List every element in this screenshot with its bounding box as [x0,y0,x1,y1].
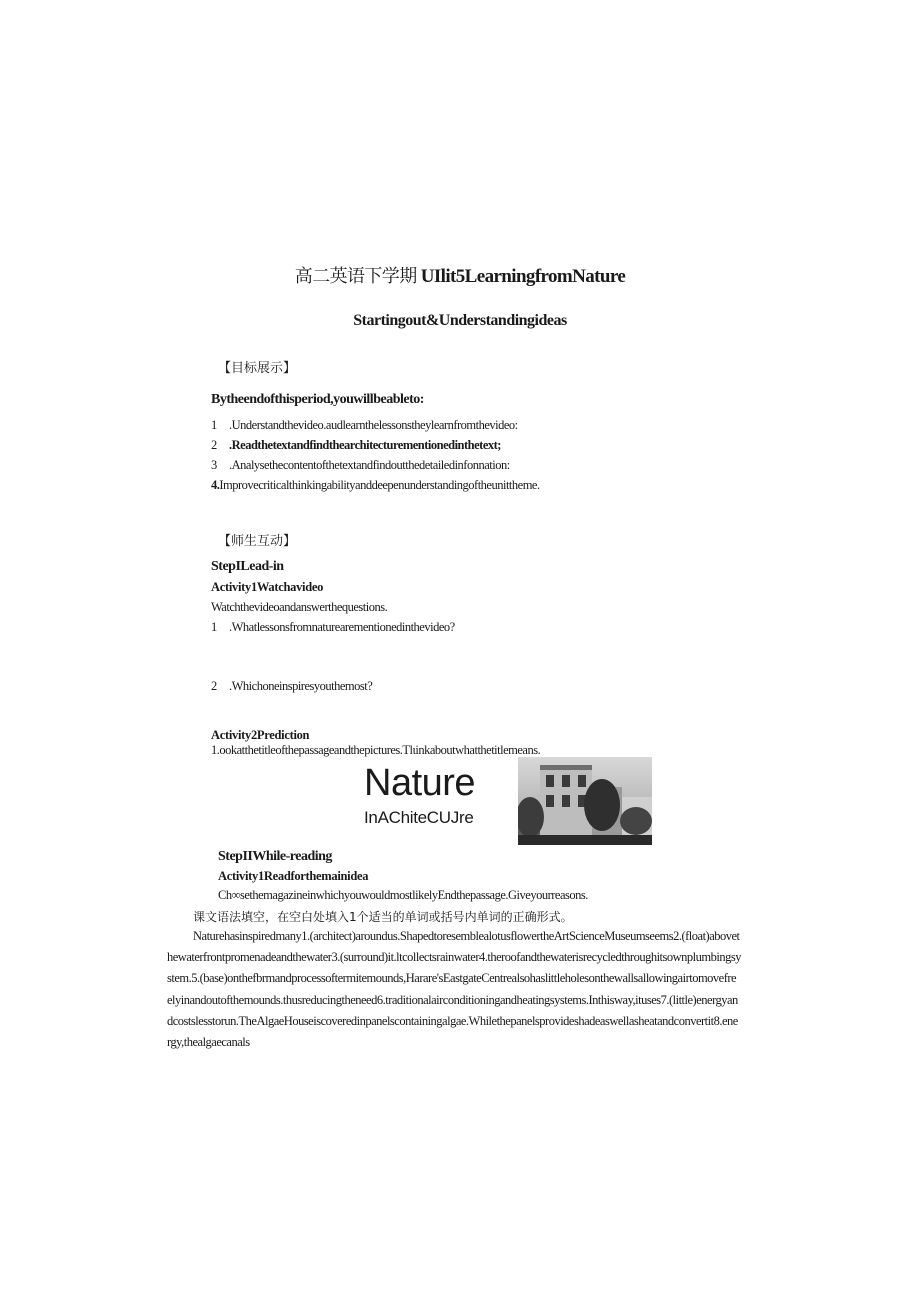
goal-text: Improvecriticalthinkingabilityanddeepenunderstandingoftheunittheme. [219,478,540,492]
activity2-title: Activity2Prediction [211,728,310,742]
goal-item-4 [211,478,540,493]
figure-title-text: Nature [364,762,476,804]
goal-item-3 [211,458,510,473]
goal-number: 1 [211,418,217,432]
title-chinese: 高二英语下学期 [294,266,417,287]
question-number: 1 [211,620,217,634]
question-1 [211,620,455,635]
cloze-passage: Naturehasinspiredmany1.(architect)aroundus.ShapedtoresemblealotusflowertheArtScienceMuseumseems2.(float)abovethewaterfrontpromenadeandthewater3.(surround)it.ltcollectsrainwater4.theroofandthewaterisrecycledthroughitsownplumbingsystem.5.(base)onthefbrmandprocessoftermitemounds,Harare'sEastgateCentrealsohaslittleholesonthewallsallowingairtomovefreelyinandoutofthemounds.thusreducingtheneed6.traditionalairconditioningandheatingsystems.Inthisway,ituses7.(little)energyandcostslesstorun.TheAlgaeHouseiscoveredinpanelscontainingalgae.Whilethepanelsprovideshadeaswellasheatandconvertit8.energy,thealgaecanals [167,929,741,1050]
interaction-heading: 【师生互动】 [218,534,297,549]
figure-subtitle-text: InAChiteCUJre [364,808,474,827]
question-text: .Whatlessonsfromnaturearementionedinthevideo? [229,620,455,634]
question-text: .Whichoneinspiresyouthemost? [229,679,373,693]
page-title [0,262,920,288]
goals-intro: Bytheendofthisperiod,youwillbeableto: [211,392,424,407]
goals-heading: 【目标展示】 [218,361,297,376]
goal-item-1 [211,418,518,433]
step2-activity1-instruction: Ch∞sethemagazineinwhichyouwouldmostlikelyEndthepassage.Giveyourreasons. [218,888,588,902]
activity1-title: Activity1Watchavideo [211,580,324,594]
goal-item-2 [211,438,501,453]
cloze-instruction: 课文语法填空，在空白处填入1个适当的单词或括号内单词的正确形式。 [193,910,573,924]
goal-text: .Analysethecontentofthetextandfindoutthedetailedinfonnation: [229,458,510,472]
question-number: 2 [211,679,217,693]
activity1-instruction: Watchthevideoandanswerthequestions. [211,600,388,614]
step2-title: StepIIWhile-reading [218,849,332,864]
step1-title: StepILead-in [211,559,284,574]
goal-text: .Understandthevideo.audlearnthelessonstheylearnfromthevideo: [229,418,518,432]
goal-number: 3 [211,458,217,472]
building-photo-image [518,757,652,845]
step2-activity1-title: Activity1Readforthemainidea [218,869,369,883]
goal-text: .Readthetextandfindthearchitecturementionedinthetext; [229,438,501,452]
activity2-instruction: 1.ookatthetitleofthepassageandthepictures.Tlιinkaboutwhatthetitlemeans. [211,743,541,757]
question-2 [211,679,372,694]
title-english: UIlit5LearningfromNature [420,266,626,287]
page-subtitle: Startingout&Understandingideas [353,312,567,329]
building-photo [518,757,652,845]
goal-number: 2 [211,438,217,452]
goal-number: 4. [211,478,220,492]
